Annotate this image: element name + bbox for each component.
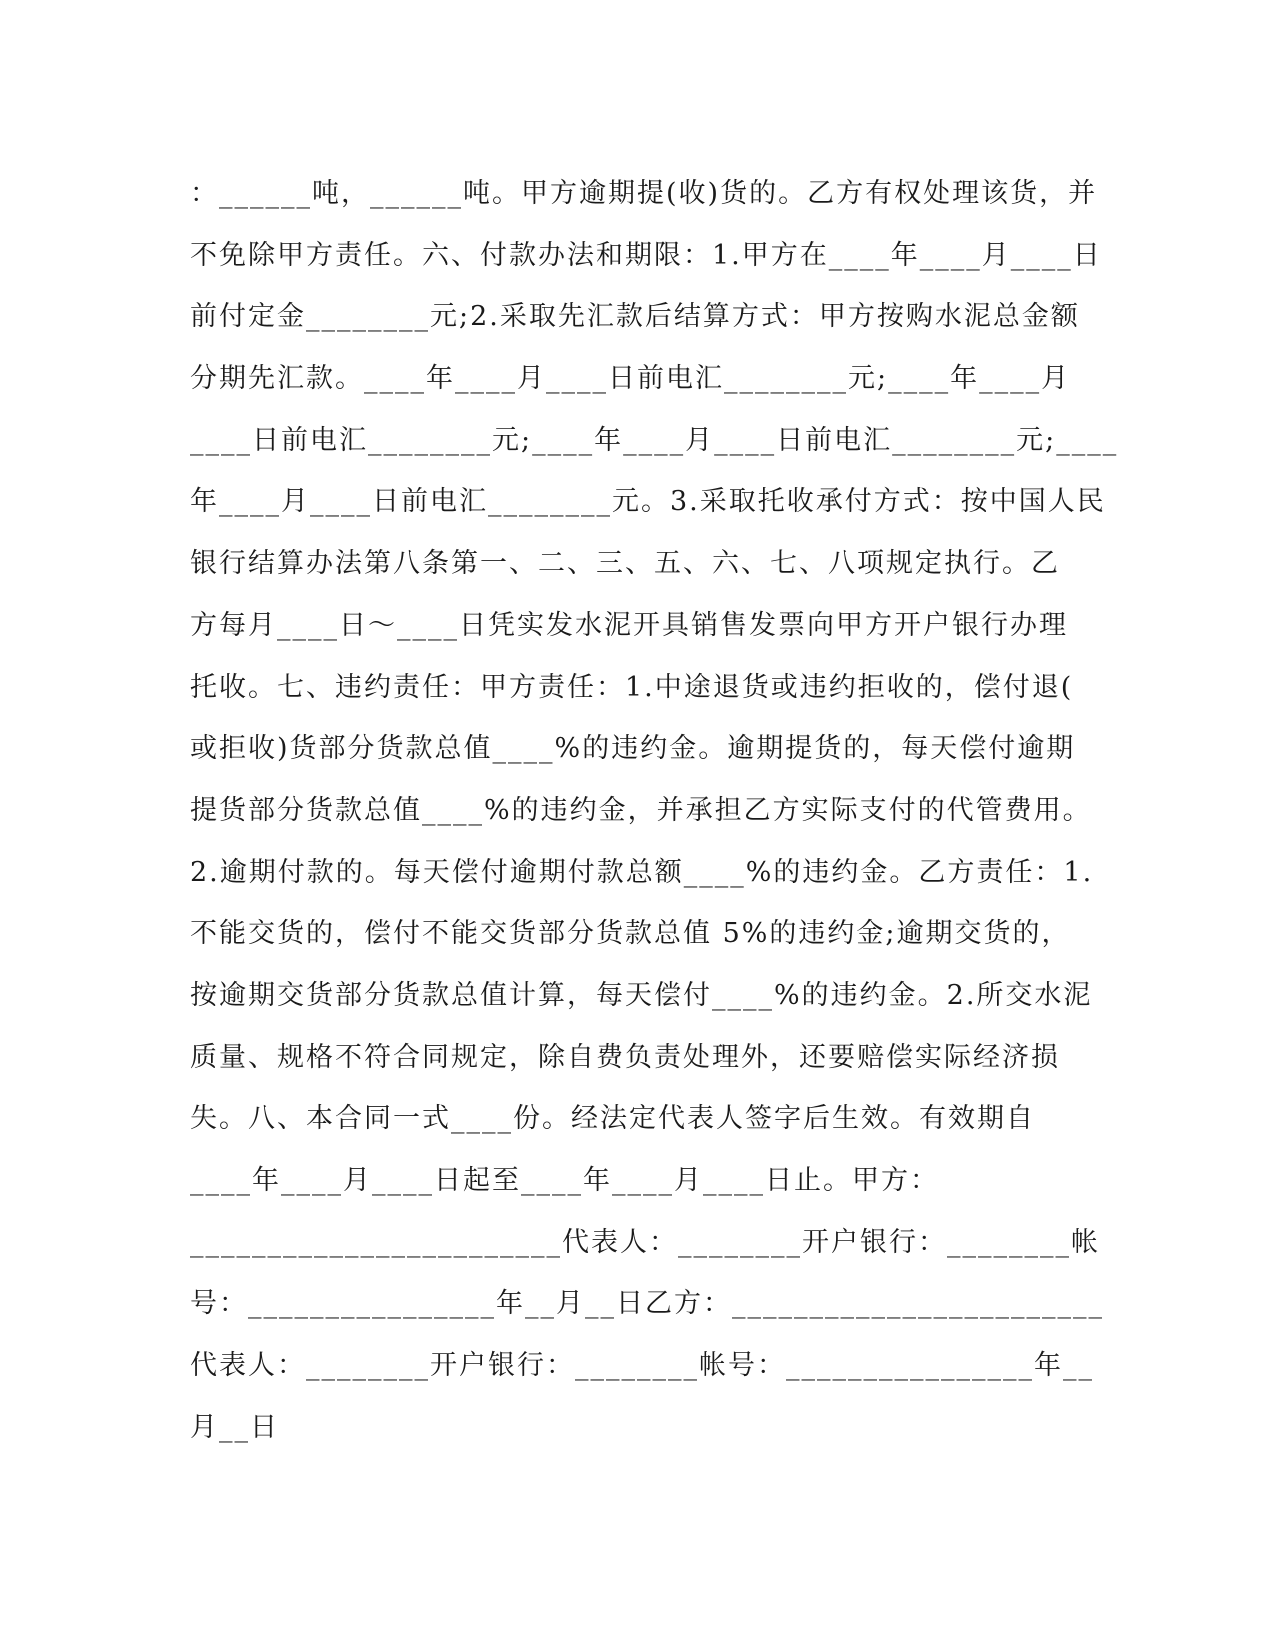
text-line: ：______吨，______吨。甲方逾期提(收)货的。乙方有权处理该货，并 <box>190 178 1098 209</box>
text-line: 前付定金________元;2.采取先汇款后结算方式：甲方按购水泥总金额 <box>190 301 1080 333</box>
text-line: ____年____月____日起至____年____月____日止。甲方： <box>190 1165 939 1196</box>
text-line: 质量、规格不符合同规定，除自费负责处理外，还要赔偿实际经济损 <box>190 1041 1060 1073</box>
text-line: ________________________代表人：________开户银行：________帐 <box>190 1226 1100 1258</box>
text-line: 月__日 <box>190 1411 279 1443</box>
text-line: 号：________________年__月__日乙方：________________________ <box>190 1288 1104 1320</box>
text-line: 代表人：________开户银行：________帐号：________________年__ <box>190 1350 1094 1382</box>
text-line: 或拒收)货部分货款总值____%的违约金。逾期提货的，每天偿付逾期 <box>190 733 1076 765</box>
text-line: 2.逾期付款的。每天偿付逾期付款总额____%的违约金。乙方责任：1. <box>190 856 1094 888</box>
text-line: 按逾期交货部分货款总值计算，每天偿付____%的违约金。2.所交水泥 <box>190 979 1093 1011</box>
text-line: 不免除甲方责任。六、付款办法和期限：1.甲方在____年____月____日 <box>190 239 1102 271</box>
text-line: 方每月____日～____日凭实发水泥开具销售发票向甲方开户银行办理 <box>190 609 1068 641</box>
text-line: 提货部分货款总值____%的违约金，并承担乙方实际支付的代管费用。 <box>190 794 1092 826</box>
text-line: 不能交货的，偿付不能交货部分货款总值 5%的违约金;逾期交货的， <box>190 918 1071 950</box>
text-line: 托收。七、违约责任：甲方责任：1.中途退货或违约拒收的，偿付退( <box>190 671 1074 703</box>
text-line: 分期先汇款。____年____月____日前电汇________元;____年____月 <box>190 363 1071 395</box>
text-line: 失。八、本合同一式____份。经法定代表人签字后生效。有效期自 <box>190 1103 1035 1135</box>
contract-body-text <box>190 163 1119 1458</box>
text-line: 银行结算办法第八条第一、二、三、五、六、七、八项规定执行。乙 <box>190 548 1060 580</box>
text-line: ____日前电汇________元;____年____月____日前电汇________元;____ <box>190 424 1119 456</box>
text-line: 年____月____日前电汇________元。3.采取托收承付方式：按中国人民 <box>190 486 1106 518</box>
